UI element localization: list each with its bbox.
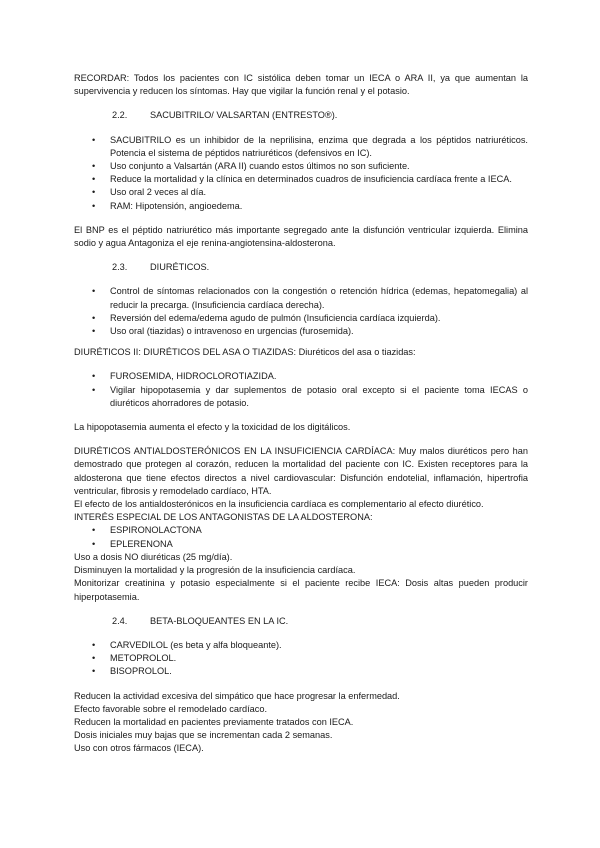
- list-item: • Vigilar hipopotasemia y dar suplementos de potasio oral excepto si el paciente toma IECAS o diuréticos ahorradores de potasio.: [74, 384, 528, 410]
- list-item: • RAM: Hipotensión, angioedema.: [74, 200, 528, 213]
- asa-list: [74, 370, 528, 410]
- section-heading-2-3: [74, 261, 528, 274]
- list-item: • CARVEDILOL (es beta y alfa bloqueante).: [74, 639, 528, 652]
- list-item: • Reduce la mortalidad y la clínica en determinados cuadros de insuficiencia cardíaca frente a IECA.: [74, 173, 528, 186]
- list-item: • Uso oral 2 veces al día.: [74, 186, 528, 199]
- antagonistas-list: [74, 524, 528, 550]
- paragraph-recordar: RECORDAR: Todos los pacientes con IC sistólica deben tomar un IECA o ARA II, ya que aumentan la supervivencia y reducen los síntomas. Hay que vigilar la función renal y el potasio.: [74, 73, 528, 97]
- section-title: BETA-BLOQUEANTES EN LA IC.: [150, 615, 289, 626]
- paragraph-dosis: Uso a dosis NO diuréticas (25 mg/día).: [74, 551, 233, 562]
- sacubitrilo-list: [74, 134, 528, 213]
- paragraph-final-line: Reducen la mortalidad en pacientes previamente tratados con IECA.: [74, 716, 354, 727]
- section-number: 2.4.: [112, 615, 128, 626]
- section-number: 2.3.: [112, 262, 128, 273]
- paragraph-efecto: El efecto de los antialdosterónicos en la insuficiencia cardíaca es complementario al efecto diurético.: [74, 499, 484, 510]
- paragraph-hipopotasemia: La hipopotasemia aumenta el efecto y la toxicidad de los digitálicos.: [74, 422, 351, 433]
- list-item: • Reversión del edema/edema agudo de pulmón (Insuficiencia cardíaca izquierda).: [74, 312, 528, 325]
- paragraph-final-line: Efecto favorable sobre el remodelado cardíaco.: [74, 703, 268, 714]
- section-heading-2-2: [74, 109, 528, 122]
- paragraph-bnp: El BNP es el péptido natriurético más importante segregado ante la disfunción ventricular izquierda. Elimina sodio y agua Antagoniza el eje renina-angiotensina-aldosterona.: [74, 224, 528, 249]
- paragraph-final-line: Reducen la actividad excesiva del simpático que hace progresar la enfermedad.: [74, 690, 400, 701]
- list-item: • METOPROLOL.: [74, 652, 528, 665]
- list-item: • FUROSEMIDA, HIDROCLOROTIAZIDA.: [74, 370, 528, 383]
- section-heading-2-4: [74, 615, 528, 628]
- list-item: • BISOPROLOL.: [74, 665, 528, 678]
- paragraph-monitorizar: Monitorizar creatinina y potasio especialmente si el paciente recibe IECA: Dosis altas pueden producir hiperpotasemia.: [74, 578, 528, 602]
- diureticos-list: [74, 285, 528, 338]
- list-item: • Uso oral (tiazidas) o intravenoso en urgencias (furosemida).: [74, 325, 528, 338]
- paragraph-antialdosteronicos: DIURÉTICOS ANTIALDOSTERÓNICOS EN LA INSUFICIENCIA CARDÍACA: Muy malos diuréticos pero han demostrado que protegen al corazón, reducen la mortalidad del paciente con IC. Existen receptores para la aldosterona que tiene efectos directos a nivel cardiovascular: Disfunción endotelial, inflamación, hipertrofia ventricular, fibrosis y remodelado cardíaco, HTA.: [74, 446, 528, 496]
- section-title: SACUBITRILO/ VALSARTAN (ENTRESTO®).: [150, 110, 338, 121]
- paragraph-diureticos-ii: DIURÉTICOS II: DIURÉTICOS DEL ASA O TIAZIDAS: Diuréticos del asa o tiazidas:: [74, 347, 416, 358]
- paragraph-disminuyen: Disminuyen la mortalidad y la progresión de la insuficiencia cardíaca.: [74, 565, 356, 576]
- section-title: DIURÉTICOS.: [150, 262, 210, 273]
- list-item: • EPLERENONA: [74, 538, 528, 551]
- list-item: • Control de síntomas relacionados con la congestión o retención hídrica (edemas, hepatomegalia) al reducir la precarga. (Insuficiencia cardíaca derecha).: [74, 285, 528, 311]
- list-item: • SACUBITRILO es un inhibidor de la neprilisina, enzima que degrada a los péptidos natriuréticos. Potencia el sistema de péptidos natriuréticos (defensivos en IC).: [74, 134, 528, 160]
- beta-bloqueantes-list: [74, 639, 528, 679]
- paragraph-interes: INTERÉS ESPECIAL DE LOS ANTAGONISTAS DE LA ALDOSTERONA:: [74, 512, 373, 523]
- paragraph-final-line: Uso con otros fármacos (IECA).: [74, 743, 204, 754]
- section-number: 2.2.: [112, 110, 128, 121]
- list-item: • Uso conjunto a Valsartán (ARA II) cuando estos últimos no son suficiente.: [74, 160, 528, 173]
- document-body: [74, 72, 528, 756]
- paragraph-final-line: Dosis iniciales muy bajas que se incrementan cada 2 semanas.: [74, 730, 333, 741]
- list-item: • ESPIRONOLACTONA: [74, 524, 528, 537]
